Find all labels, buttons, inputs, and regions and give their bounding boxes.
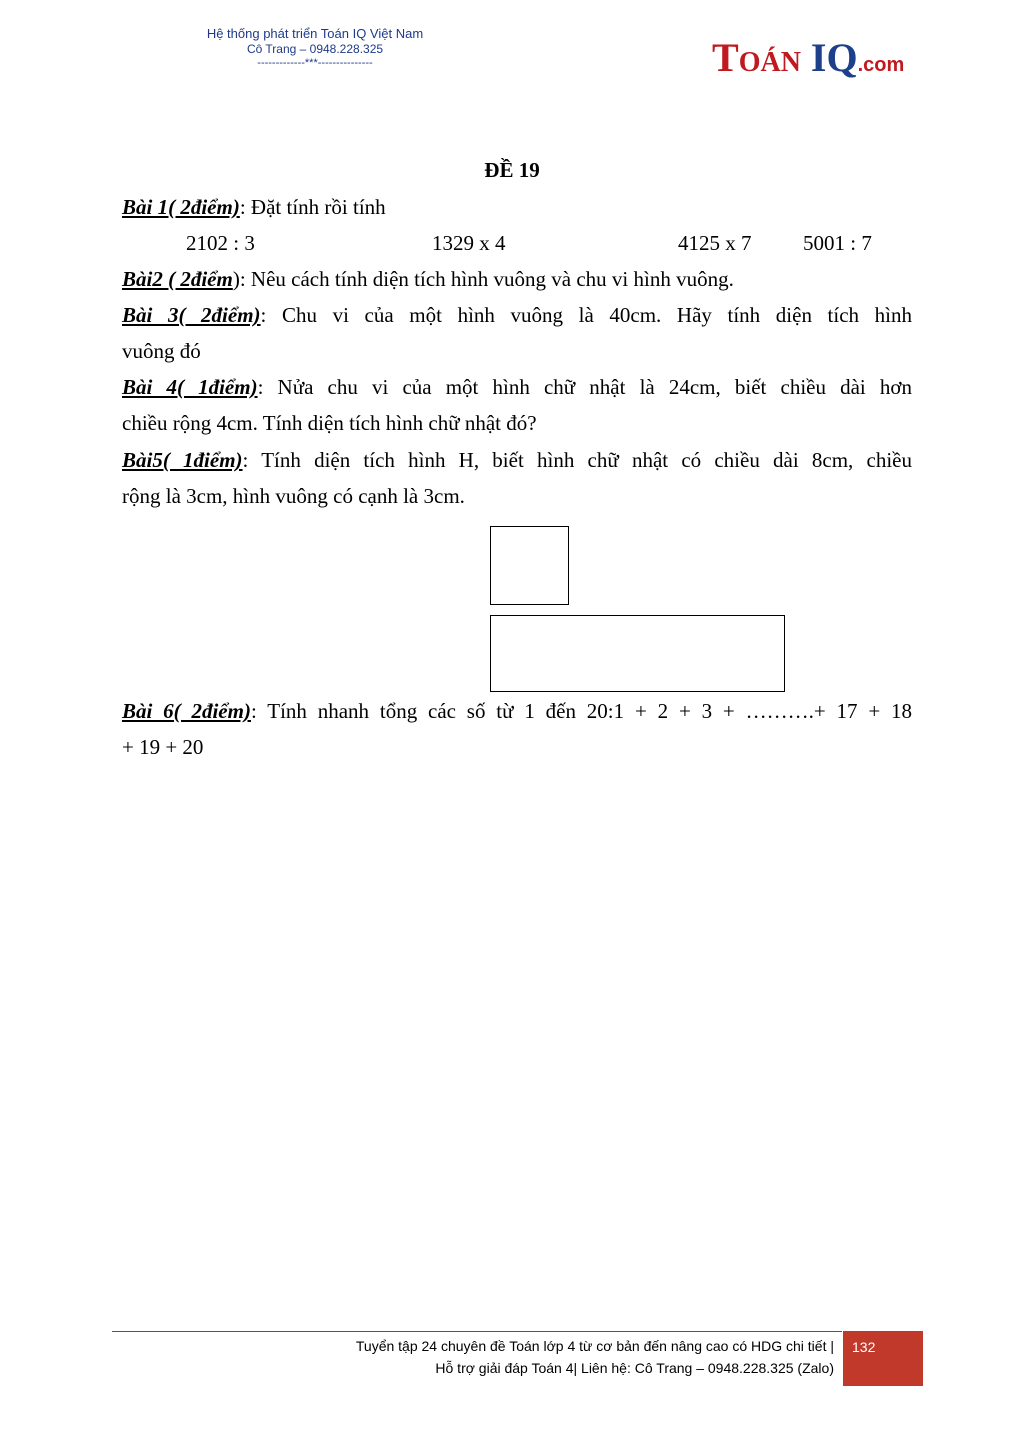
header-block xyxy=(160,26,470,69)
bai4-label: Bài 4( 1điểm) xyxy=(122,375,258,399)
header-contact: Cô Trang – 0948.228.325 xyxy=(246,42,384,56)
logo-toan-rest: OÁN xyxy=(738,47,801,78)
bai5-line-2: rộng là 3cm, hình vuông có cạnh là 3cm. xyxy=(122,484,465,508)
bai6-text-1: : Tính nhanh tổng các số từ 1 đến 20:1 + 2 + 3 + ……….+ 17 + 18 xyxy=(250,699,912,723)
bai3-line-1 xyxy=(122,302,912,329)
bai4-text-1: : Nửa chu vi của một hình chữ nhật là 24cm, biết chiều dài hơn xyxy=(257,375,912,399)
footer-line-1: Tuyển tập 24 chuyên đề Toán lớp 4 từ cơ bản đến nâng cao có HDG chi tiết | xyxy=(355,1338,834,1354)
toaniq-logo xyxy=(712,34,904,86)
bai6-line-2: + 19 + 20 xyxy=(122,735,204,759)
bai1-calc-4: 5001 : 7 xyxy=(803,231,872,255)
bai1-calc-2: 1329 x 4 xyxy=(432,231,506,255)
bai3-line-2: vuông đó xyxy=(122,339,201,363)
bai5-text-1: : Tính diện tích hình H, biết hình chữ nhật có chiều dài 8cm, chiều xyxy=(242,448,912,472)
bai1-label: Bài 1( 2điểm) xyxy=(122,195,240,219)
footer-line-2: Hỗ trợ giải đáp Toán 4| Liên hệ: Cô Trang – 0948.228.325 (Zalo) xyxy=(435,1360,834,1376)
bai1-calc-1: 2102 : 3 xyxy=(186,231,255,255)
bai2-line xyxy=(122,266,912,293)
figure-rectangle xyxy=(490,615,785,692)
bai4-line-1 xyxy=(122,374,912,401)
bai1-text: : Đặt tính rồi tính xyxy=(239,195,386,219)
bai6-label: Bài 6( 2điểm) xyxy=(122,699,251,723)
bai1-calc-3: 4125 x 7 xyxy=(678,231,752,255)
bai5-line-1 xyxy=(122,447,912,474)
exam-title: ĐỀ 19 xyxy=(484,158,540,182)
header-divider: -------------***--------------- xyxy=(257,57,373,69)
figure-square xyxy=(490,526,569,605)
page-number: 132 xyxy=(852,1339,876,1355)
bai1-line xyxy=(122,194,912,221)
header-organization: Hệ thống phát triển Toán IQ Việt Nam xyxy=(206,26,424,41)
logo-com: .com xyxy=(857,54,905,76)
bai3-text-1: : Chu vi của một hình vuông là 40cm. Hãy tính diện tích hình xyxy=(260,303,912,327)
footer-rule xyxy=(112,1331,842,1332)
logo-iq: IQ xyxy=(800,35,858,80)
bai2-label: Bài2 ( 2điểm xyxy=(122,267,233,291)
logo-toan-first: T xyxy=(712,35,739,80)
bai5-label: Bài5( 1điểm) xyxy=(122,448,243,472)
bai3-label: Bài 3( 2điểm) xyxy=(122,303,261,327)
bai2-text: ): Nêu cách tính diện tích hình vuông và chu vi hình vuông. xyxy=(232,267,734,291)
bai4-line-2: chiều rộng 4cm. Tính diện tích hình chữ nhật đó? xyxy=(122,411,537,435)
bai6-line-1 xyxy=(122,698,912,725)
